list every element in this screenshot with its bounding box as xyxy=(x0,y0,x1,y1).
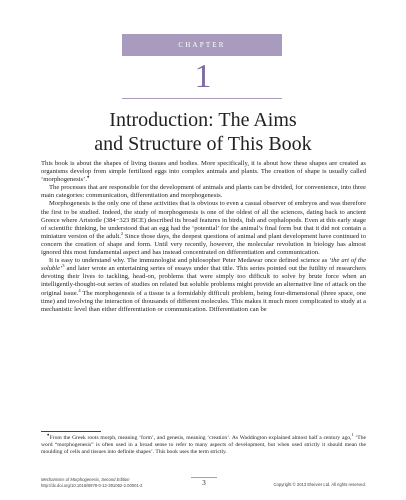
citation-4[interactable]: 4 xyxy=(78,287,81,293)
chapter-number: 1 xyxy=(194,58,212,95)
paragraph-1-text: This book is about the shapes of living tissues and bodies. More specifically, it is about how these shapes are created as organisms develop from simple fertilized eggs into complex animals and plants. The creation of shape is usually called ‘morphogenesis’. xyxy=(41,160,366,184)
doi-link[interactable]: http://dx.doi.org/10.1016/B978-0-12-391062-2.00001-2 xyxy=(41,482,143,488)
chapter-title xyxy=(0,108,406,156)
footnote-marker[interactable]: ♦ xyxy=(86,174,90,179)
chapter-title-line-1: Introduction: The Aims xyxy=(109,109,297,131)
paragraph-4-text-b: and later wrote an entertaining series of essays under that title. This series pointed out the futility of researchers devoting their lives to tackling, head-on, problems that were simply too difficult to solve by brute force when an intelligently-thought-out series of studies on related but soluble problems might provide an alternative line of attack on the original issue. xyxy=(41,265,366,297)
footnote xyxy=(41,432,366,456)
paragraph-3-text-a: Morphogenesis is the only one of these activities that is obvious to even a casual observer of embryos and was therefore the first to be studied. Indeed, the study of morphogenesis is one of the oldest of all the sciences, dating back to ancient Greece where Aristotle (384−323 BCE) described its broad features in birds, fish and cephalopods. Even at this early stage of scientific thinking, he understood that an egg had the ‘potential’ for the animal’s final form but that it did not contain a miniature version of the adult. xyxy=(41,200,366,240)
medawar-quote: ‘the art of the soluble’ xyxy=(41,257,367,273)
chapter-divider xyxy=(122,98,282,99)
paragraph-3-text-b: Since those days, the deepest questions of animal and plant development have continued to concern the creation of shape and form. Until very recently, however, the molecular revolution in biology has almost ignored this most fundamental aspect and has instead concentrated on differentiation and communication. xyxy=(41,232,366,257)
paragraph-1 xyxy=(41,160,366,184)
copyright: Copyright © 2013 Elsevier Ltd. All rights reserved. xyxy=(273,482,366,487)
paragraph-4 xyxy=(41,257,366,314)
page-number: 3 xyxy=(202,479,206,487)
footnote-text-2: ‘The word “morphogenesis” is often used in a broad sense to refer to many aspects of development, but when used strictly it should mean the moulding of cells and tissues into definite shapes’. This book uses the term strictly. xyxy=(41,435,366,455)
footer-page xyxy=(191,477,217,487)
page-number-rule xyxy=(191,477,217,478)
paragraph-2: The processes that are responsible for the development of animals and plants can be divided, for convenience, into three main categories: communication, differentiation and morphogenesis. xyxy=(41,184,366,200)
citation-3[interactable]: 3 xyxy=(62,263,65,269)
footnote-paragraph xyxy=(41,432,366,456)
citation-1[interactable]: 1 xyxy=(351,432,354,438)
chapter-label-band xyxy=(122,34,282,56)
page-footer xyxy=(41,477,366,491)
chapter-word: CHAPTER xyxy=(178,41,226,49)
citation-2[interactable]: 2 xyxy=(120,230,124,236)
paragraph-3 xyxy=(41,200,366,257)
footer-book-info xyxy=(41,477,143,488)
footnote-mark: ♦ xyxy=(47,432,50,438)
footnote-divider xyxy=(41,431,101,432)
chapter-title-line-2: and Structure of This Book xyxy=(94,133,312,155)
paragraph-4-text-a: It is easy to understand why. The immunologist and philosopher Peter Medawar once defined science as xyxy=(49,257,330,265)
book-title: Mechanisms of Morphogenesis, Second Edition xyxy=(41,477,130,482)
paragraph-4-text-c: The morphogenesis of a tissue is a formidably difficult problem, being four-dimensional (three space, one time) and involving the interaction of thousands of different molecules. This makes it much more complicated to study at a mechanistic level than either differentiation or communication. Differentiation can be xyxy=(41,289,366,313)
footnote-text: From the Greek roots morph, meaning ‘form’, and genesis, meaning ‘creation’. As Waddington explained almost half a century ago, xyxy=(49,435,352,441)
body-text xyxy=(41,160,366,314)
